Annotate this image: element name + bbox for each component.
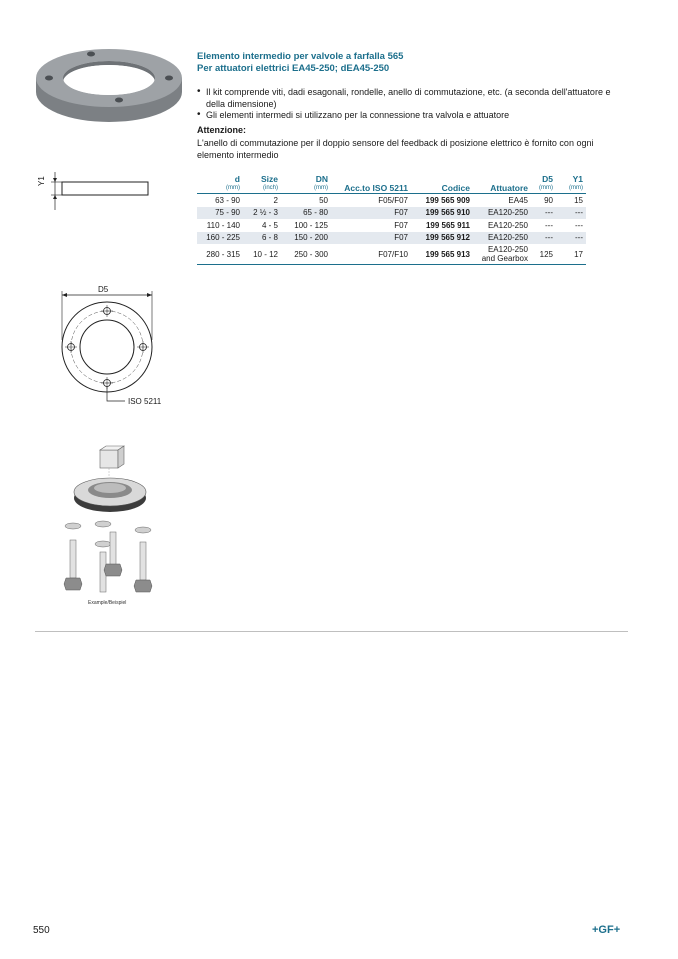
cell-codice: 199 565 909 xyxy=(425,195,470,205)
d5-label: D5 xyxy=(98,285,109,294)
cell-y1: --- xyxy=(556,207,586,220)
table-header-row xyxy=(197,174,586,194)
cell-size: 6 - 8 xyxy=(243,232,281,245)
cell-attuatore: EA45 xyxy=(508,195,528,205)
spec-table xyxy=(197,174,586,265)
table-row xyxy=(197,244,586,265)
gf-logo: +GF+ xyxy=(592,924,621,936)
iso-label: ISO 5211 xyxy=(128,397,162,406)
cell-y1: --- xyxy=(575,220,583,230)
attention-label: Attenzione: xyxy=(197,125,246,135)
cell-iso: F07/F10 xyxy=(378,249,408,259)
cell-d: 110 - 140 xyxy=(206,220,240,230)
cell-iso: F07 xyxy=(331,207,411,220)
flange-ring-image xyxy=(33,46,185,128)
cell-d5: 90 xyxy=(544,195,553,205)
col-header-d: d (mm) xyxy=(226,174,240,191)
page-number: 550 xyxy=(33,925,50,936)
feature-bullets xyxy=(197,87,617,122)
cell-attuatore: EA120-250 xyxy=(487,220,528,230)
table-row xyxy=(197,219,586,232)
cell-attuatore: EA120-250 and Gearbox xyxy=(481,245,528,263)
example-caption: Example/Beispiel xyxy=(88,600,127,606)
cell-codice: 199 565 910 xyxy=(411,207,473,220)
cell-size: 2 ½ - 3 xyxy=(243,207,281,220)
cell-d: 63 - 90 xyxy=(215,195,240,205)
col-header-dn: DN (mm) xyxy=(314,174,328,191)
cell-d5: --- xyxy=(545,220,553,230)
exploded-assembly-image xyxy=(58,440,168,600)
col-header-size: Size (inch) xyxy=(260,174,278,191)
cell-size: 4 - 5 xyxy=(261,220,278,230)
cell-y1: 15 xyxy=(574,195,583,205)
cell-y1: --- xyxy=(556,232,586,245)
col-header-iso: Acc.to ISO 5211 xyxy=(344,183,408,193)
title-line-1: Elemento intermedio per valvole a farfalla 565 xyxy=(197,51,404,62)
bullet-item: • Gli elementi intermedi si utilizzano per la connessione tra valvola e attuatore xyxy=(197,110,617,122)
cell-iso: F07 xyxy=(394,220,408,230)
col-header-d5: D5 (mm) xyxy=(539,174,553,191)
side-view-drawing xyxy=(38,172,153,214)
cell-dn: 100 - 125 xyxy=(294,220,328,230)
y1-label: Y1 xyxy=(37,176,46,186)
cell-attuatore: EA120-250 xyxy=(473,232,531,245)
table-row xyxy=(197,207,586,220)
cell-y1: 17 xyxy=(574,249,583,259)
cell-d5: --- xyxy=(531,207,556,220)
cell-d: 280 - 315 xyxy=(206,249,240,259)
bullet-item: • Il kit comprende viti, dadi esagonali, rondelle, anello di commutazione, etc. (a seconda dell'attuatore e della dimensione) xyxy=(197,87,617,110)
cell-iso: F07 xyxy=(331,232,411,245)
cell-dn: 65 - 80 xyxy=(281,207,331,220)
product-title xyxy=(197,51,403,75)
table-row xyxy=(197,194,586,207)
footer-divider xyxy=(35,631,628,632)
col-header-y1: Y1 (mm) xyxy=(569,174,583,191)
cell-codice: 199 565 912 xyxy=(411,232,473,245)
cell-dn: 250 - 300 xyxy=(294,249,328,259)
cell-codice: 199 565 911 xyxy=(425,220,470,230)
cell-dn: 150 - 200 xyxy=(281,232,331,245)
cell-d: 75 - 90 xyxy=(197,207,243,220)
title-line-2: Per attuatori elettrici EA45-250; dEA45-250 xyxy=(197,63,390,74)
attention-text: L'anello di commutazione per il doppio sensore del feedback di posizione elettrico è fornito con ogni elemento intermedio xyxy=(197,138,594,160)
col-header-attuatore: Attuatore xyxy=(490,183,528,193)
table-row xyxy=(197,232,586,245)
cell-d: 160 - 225 xyxy=(197,232,243,245)
cell-iso: F05/F07 xyxy=(378,195,408,205)
cell-d5: --- xyxy=(531,232,556,245)
cell-size: 2 xyxy=(273,195,278,205)
cell-dn: 50 xyxy=(319,195,328,205)
col-header-codice: Codice xyxy=(441,183,470,193)
cell-attuatore: EA120-250 xyxy=(473,207,531,220)
cell-codice: 199 565 913 xyxy=(425,249,470,259)
cell-d5: 125 xyxy=(539,249,553,259)
cell-size: 10 - 12 xyxy=(253,249,278,259)
